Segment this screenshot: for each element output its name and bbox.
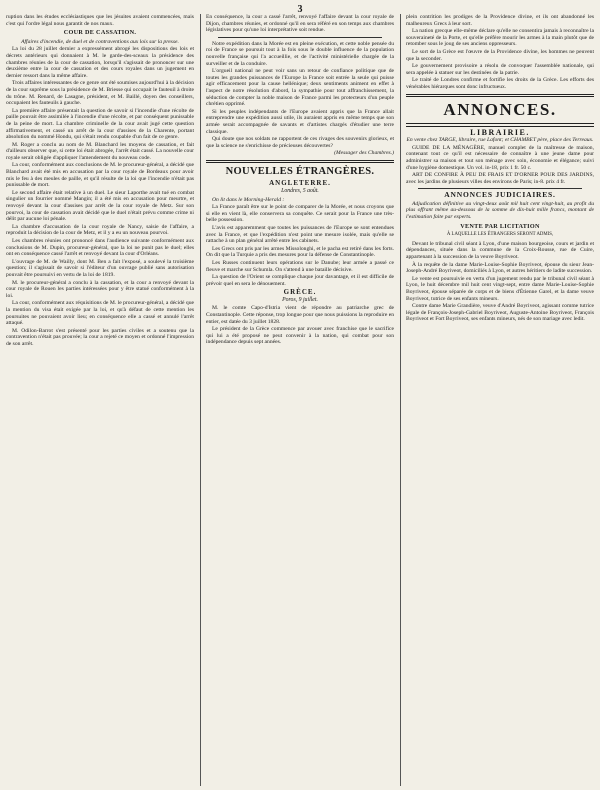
paragraph: La nation grecque elle-même déclare qu'elle ne consentira jamais à reconnaître la souveraineté de la Porte, et qu'elle préfère mourir les armes à la main plutôt que de retomber sous le joug de ses anciens oppresseurs. <box>406 28 594 48</box>
librairie-title: LIBRAIRIE. <box>470 127 530 137</box>
paragraph: Notre expédition dans la Morée est en pleine exécution, et cette noble pensée du roi de France se poursuit tout à la fois sous le double influence de la population nouvelle française qui l'a accueillie, et de l'activité ministérielle chargée de la surveiller et de la conduire. <box>206 40 394 67</box>
cassation-title: COUR DE CASSATION. <box>63 29 137 37</box>
source-citation: (Messager des Chambres.) <box>334 150 394 157</box>
paragraph: L'orgueil national ne peut voir sans un retour de confiance politique que de toutes les grandes puissances de l'Europe la France soit entrée la seule qui puisse agir efficacement pour la cause hellénique; deux sentiments animent en effet à l'aspect de notre résolution d'abord, la sympathie pour tout affranchissement, la séduction de compter la noble maison de France parmi les protecteurs d'un peuple chrétien opprimé. <box>206 68 394 108</box>
country-england: ANGLETERRE. <box>269 179 331 188</box>
paragraph: La chambre d'accusation de la cour royale de Nancy, saisie de l'affaire, a reproduit la décision de la cour de Metz, et il y a eu un nouveau pourvoi. <box>6 223 194 237</box>
dateline-london: Londres, 5 août. <box>281 187 319 194</box>
paragraph: Le gouvernement provisoire a résolu de convoquer l'assemblée nationale, qui sera appelée à statuer sur les destinées de la patrie. <box>406 63 594 76</box>
paragraph: La première affaire présentait la question de savoir si l'incendie d'une récolte de paille pouvait être assimilée à l'incendie d'une récolte, et par conséquent punissable de la peine de mort. La chambre criminelle de la cour avait jugé cette question affirmativement, et cassé un arrêt de la cour d'assises de la Charente, portant absolution du nommé Hondu, qui s'était rendu coupable d'un fait de ce genre. <box>6 107 194 141</box>
paragraph: M. le procureur-général a conclu à la cassation, et la cour a renvoyé devant la cour royale de Rouen les parties intéressées pour y être statué conformément à la loi. <box>6 279 194 299</box>
annonces-title: ANNONCES. <box>443 100 557 120</box>
judiciaires-title: ANNONCES JUDICIAIRES. <box>444 190 556 200</box>
page-number: 3 <box>297 4 303 15</box>
columns <box>6 14 594 786</box>
column-3 <box>400 14 594 786</box>
paragraph: Les chambres réunies ont prononcé dans l'audience suivante conformément aux conclusions de M. Dupin, procureur-général, que la loi ne punit pas le duel; elles ont en conséquence cassé l'arrêt et renvoyé devant la cour d'Orléans. <box>6 238 194 258</box>
paragraph: Le second affaire était relative à un duel. Le sieur Laporthe avait tué en combat singulier un fourrier nommé Mangin; il a été mis en accusation pour meurtre, et renvoyé devant la cour d'assises par arrêt de la cour royale de Metz. Sur son pourvoi, la cour de cassation avait décidé que le duel n'était prévu comme crime ni délit par aucune loi pénale. <box>6 189 194 223</box>
paragraph: Si les peuples indépendants de l'Europe avaient appris que la France allait entreprendre une expédition aussi utile, ils auraient appris en même temps que son armée serait accompagnée de savants et d'artistes chargés d'étudier une terre classique. <box>206 108 394 135</box>
double-rule <box>406 123 594 127</box>
divider <box>218 37 382 38</box>
paragraph: Le président de la Grèce commence par avouer avec franchise que le sacrifice qui lui a été proposé ne peut convenir à la nation, qui combat pour son indépendance depuis sept années. <box>206 326 394 346</box>
paragraph: La cour, conformément aux réquisitions de M. le procureur-général, a décidé que la mention du visa était exigée par la loi, et qu'à défaut de cette mention les poursuites ne pouvaient avoir lieu; en conséquence elle a cassé et annulé l'arrêt attaqué. <box>6 300 194 327</box>
paragraph: Qui doute que nos soldats ne rapportent de ces rivages des souvenirs glorieux, et que la science ne s'enrichisse de précieuses découvertes? <box>206 136 394 149</box>
paragraph: plein contrition les prodiges de la Providence divine, et ils ont abandonné les malheureux Grecs à leur sort. <box>406 14 594 27</box>
column-1 <box>6 14 194 786</box>
intro-paragraph: ruption dans les études ecclésiastiques que les jésuites avaient commencées, mais c'est qui l'ordre légal nous garantit de nos maux. <box>6 14 194 27</box>
vente-title: VENTE PAR LICITATION <box>460 222 540 230</box>
foreign-news-title: NOUVELLES ÉTRANGÈRES. <box>225 166 375 178</box>
vente-subtitle: À LAQUELLE LES ÉTRANGERS SERONT ADMIS, <box>446 232 554 238</box>
paragraph: ART DE CONFIRE À PEU DE FRAIS ET D'ORNER POUR DES JARDINS, avec les jardins de plusieurs villes des environs de Paris; in-8. prix 4 fr. <box>406 172 594 185</box>
double-rule <box>206 160 394 164</box>
paragraph: Les Russes continuent leurs opérations sur le Danube; leur armée a passé ce fleuve et marche sur Schumla. On s'attend à une bataille décisive. <box>206 259 394 273</box>
paragraph: L'ouvrage de M. de Wailly, dont M. Ben a fait l'exposé, a soulevé la troisième question; il s'agissait de savoir si l'éditeur d'un ouvrage publié sans autorisation pouvait être poursuivi en vertu de la loi de 1819. <box>6 258 194 278</box>
librairie-vendor: En vente chez TARGE, libraire, rue Lafont; et CHAMBET père, place des Terreaux. <box>406 137 594 144</box>
dateline-poros: Poros, 9 juillet. <box>282 296 318 303</box>
paragraph: À la requête de la dame Marie-Louise-Sophie Boyriveot, épouse du sieur Jean-Joseph-André Boyriveot, domiciliés à Lyon, et autres héritiers de ladite succession. <box>406 261 594 275</box>
double-rule <box>406 94 594 98</box>
paragraph: Le vente est poursuivie en vertu d'un jugement rendu par le tribunal civil séant à Lyon, le huit décembre mil huit cent vingt-sept, entre dame Marie-Louise-Sophie Boyriveot, épouse séparée de corps et de biens d'Étienne Garel, et la dame veuve Boyriveot, tutrice de ses enfants mineurs. <box>406 275 594 302</box>
paragraph: La cour, conformément aux conclusions de M. le procureur-général, a décidé que Blanchard avait été mis en accusation par la cour royale de Bordeaux pour avoir mis le feu à des meules de paille, et qu'il résulte de la loi que l'incendie n'était pas punissable de mort. <box>6 162 194 189</box>
paragraph: Devant le tribunal civil séant à Lyon, d'une maison bourgeoise, cours et jardin et dépendances, située dans la commune de la Croix-Rousse, rue de Cuire, appartenant à la succession de la veuve Boyriveot. <box>406 240 594 261</box>
judiciaires-intro: Adjudication définitive au vingt-deux août mil huit cent vingt-huit, au profit du plus offrant même au-dessous de la somme de dix-huit mille francs, montant de l'estimation faite par experts. <box>406 200 594 221</box>
paragraph: Trois affaires intéressantes de ce genre ont été soumises aujourd'hui à la décision de la cour suprême sous la présidence de M. Briesse qui occupait le fauteuil à droite du trône. M. Renard, de Lasagne, président, et M. Baillé, doyen des conseillers, occupaient les fauteuils à gauche. <box>6 80 194 107</box>
dateline-source: On lit dans le Morning-Herald : <box>212 196 285 203</box>
paragraph: GUIDE DE LA MÉNAGÈRE, manuel complet de la maîtresse de maison, contenant tout ce qu'il est nécessaire de connaître à une jeune dame pour administrer sa maison et tout son ménage avec soin, économie et élégance; suivi d'une hygiène domestique. Un vol. in-18, prix 1 fr. 50 c. <box>406 144 594 171</box>
paragraph: M. Odilon-Barrot s'est présenté pour les parties civiles et a soutenu que la contravention n'était pas prouvée; la cour a rejeté ce moyen et ordonné l'impression de son arrêt. <box>6 327 194 347</box>
paragraph: Le sort de la Grèce est l'œuvre de la Providence divine, les hommes ne peuvent que la seconder. <box>406 48 594 62</box>
country-greece: GRÈCE. <box>283 288 317 297</box>
paragraph: La question de l'Orient se complique chaque jour davantage, et il est difficile de prévoir quel en sera le dénouement. <box>206 274 394 287</box>
paragraph: M. le comte Capo-d'Istria vient de répondre au patriarche grec de Constantinople. Cette réponse, trop longue pour que nous puissions la reproduire en entier, est datée du 3 juillet 1828. <box>206 305 394 325</box>
paragraph: M. Roger a conclu au nom de M. Blanchard les moyens de cassation, et fait d'ailleurs observer que, si cette loi était abrogée, l'arrêt était cassé. La nouvelle cour royale serait obligée d'appliquer l'amendement du nouveau code. <box>6 141 194 161</box>
paragraph: Le traité de Londres confirme et fortifie les droits de la Grèce. Les efforts des vénérables hiérarques sont donc infructueux. <box>406 77 594 90</box>
paragraph: La France paraît être sur le point de comparer de la Morée, et nous croyons que si elle en vient là, elle conservera sa conquête. Ce serait pour la France une très-belle possession. <box>206 204 394 224</box>
paragraph: La loi du 28 juillet dernier a expressément abrogé les dispositions des lois et décrets antérieurs qui donnaient à M. le garde-des-sceaux la présidence des chambres réunies de la cour de cassation, lorsqu'il s'agissait de prononcer sur une deuxième entre la cour de cassation et des cours royales dans un jugement en dernier ressort dans la même affaire. <box>6 46 194 79</box>
cassation-subtitle: Affaires d'incendie, de duel et de contraventions aux lois sur la presse. <box>21 38 179 45</box>
paragraph: Contre dame Marie Grandière, veuve d'André Boyriveot, agissant comme tutrice légale de François-Joseph-Gabriel Boyriveot, Auguste-Antoine Boyriveot, François Boyriveot et Fort Boyriveot, ses enfants mineurs, nés de son mariage avec ledit. <box>406 303 594 323</box>
paragraph: En conséquence, la cour a cassé l'arrêt, renvoyé l'affaire devant la cour royale de Dijon, chambres réunies, et ordonné qu'il en sera référé en son temps aux chambres législatives pour qu'une loi interprétative soit rendue. <box>206 14 394 34</box>
divider <box>418 188 582 189</box>
column-2 <box>200 14 394 786</box>
paragraph: L'avis est apparemment que toutes les puissances de l'Europe se sont entendues avec la France, et que l'expédition n'est point une mesure isolée, mais qu'elle se rattache à un plan général arrêté entre les cabinets. <box>206 224 394 245</box>
paragraph: Les Grecs ont pris par les armes Missolonghi, et le pacha est retiré dans les forts. On dit que la Turquie a pris des mesures pour la défense de Constantinople. <box>206 245 394 259</box>
